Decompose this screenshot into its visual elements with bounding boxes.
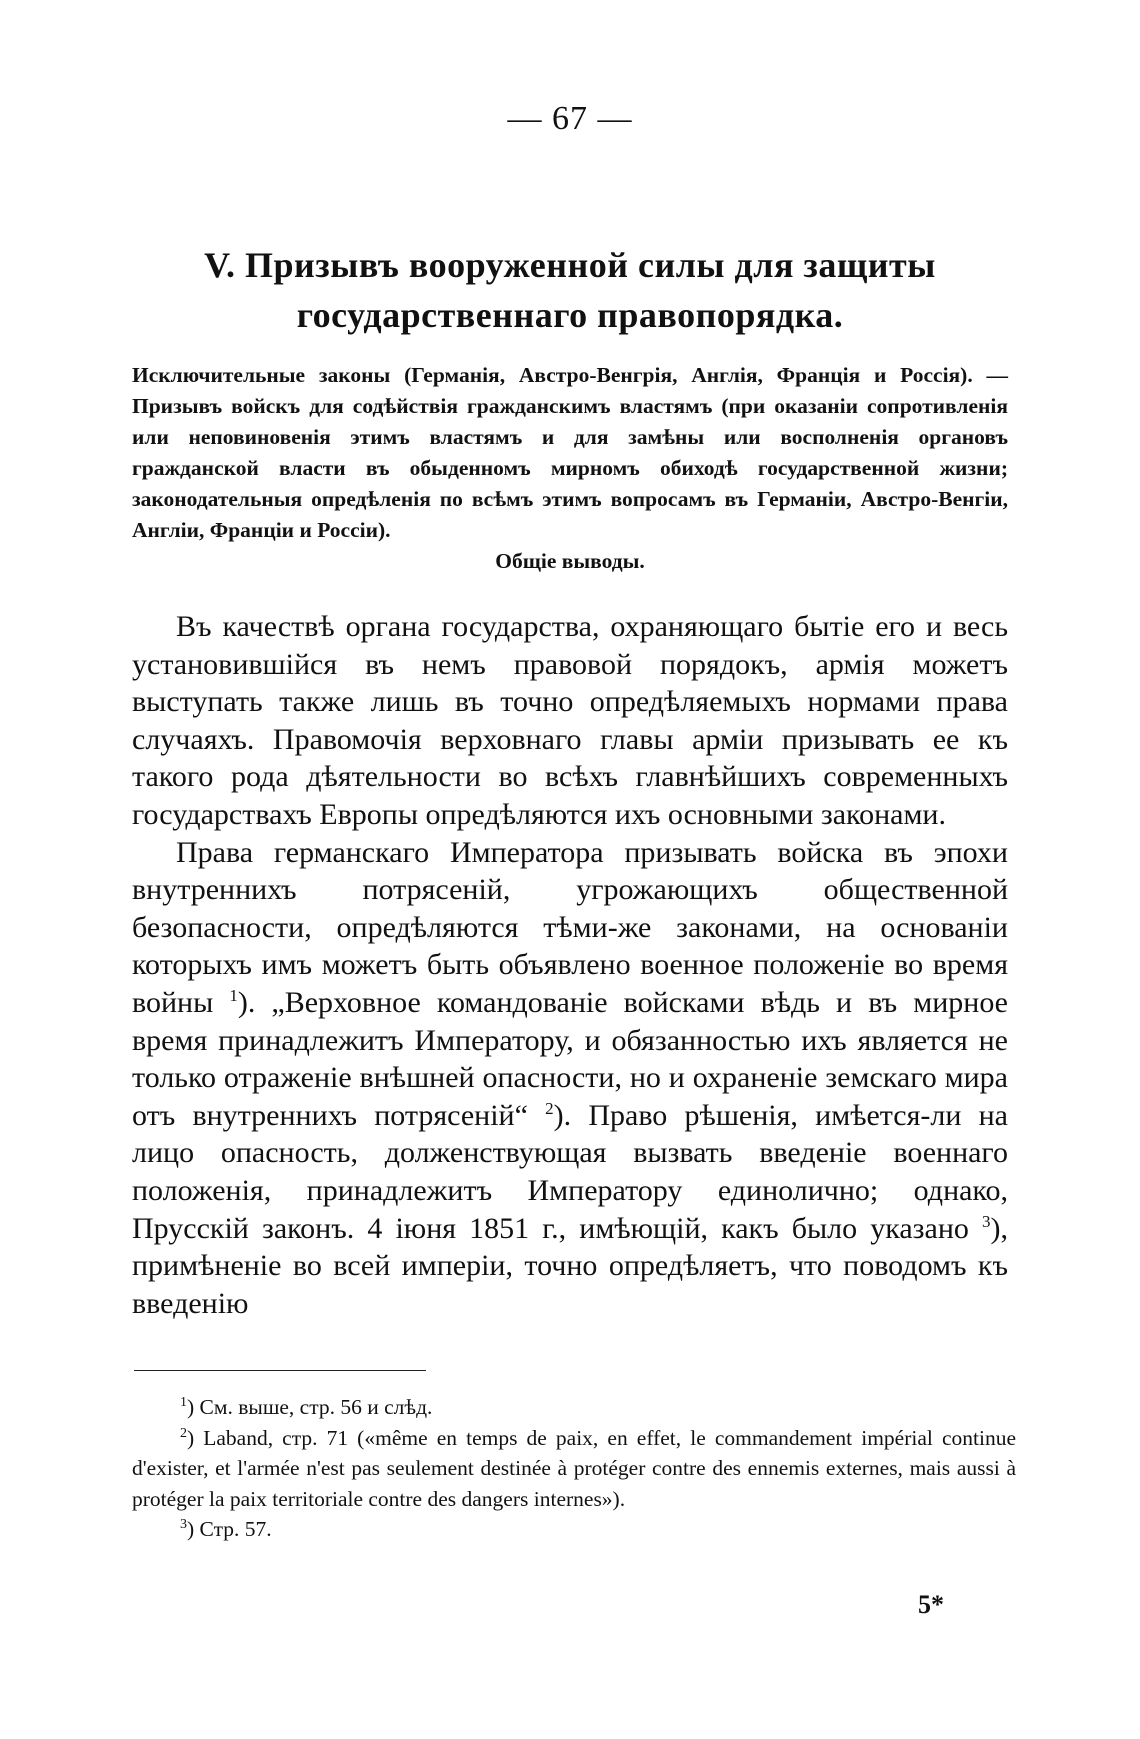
page-number: — 67 — bbox=[507, 100, 633, 137]
paragraph-2-part-a: Права германскаго Императора призывать войска въ эпохи внутреннихъ потрясеній, угрожающихъ общественной безопасности, опредѣляются тѣми-же законами, на основаніи которыхъ имъ можетъ быть объявлено военное положеніе во время войны bbox=[132, 835, 1008, 1019]
paragraph-2-part-b: ). „Верховное командованіе войсками вѣдь и въ мирное время принадлежитъ Императору, и обязанностью ихъ является не только отраженіе внѣшней опасности, но и охраненіе земскаго мира отъ внутреннихъ потрясеній“ bbox=[132, 985, 1008, 1132]
chapter-summary-text: Исключительные законы (Германія, Австро-Венгрія, Англія, Франція и Россія). — Призывъ войскъ для содѣйствія гражданскимъ властямъ (при оказаніи сопротивленія или неповиновенія этимъ властямъ и для замѣны или восполненія органовъ гражданской власти въ обыденномъ мирномъ обиходѣ государственной жизни; законодательныя опредѣленія по всѣмъ этимъ вопросамъ въ Германіи, Австро-Венгіи, Англіи, Франціи и Россіи). bbox=[132, 363, 1008, 542]
footnote-ref-3: 3 bbox=[982, 1211, 991, 1231]
footnote-1-mark: 1 bbox=[180, 1395, 187, 1410]
footnote-ref-1: 1 bbox=[229, 985, 238, 1005]
footnote-separator bbox=[134, 1370, 426, 1371]
paragraph-1: Въ качествѣ органа государства, охраняющаго бытіе его и весь установившійся въ немъ правовой порядокъ, армія можетъ выступать также лишь въ точно опредѣляемыхъ нормами права случаяхъ. Правомочія верховнаго главы арміи призывать ее къ такого рода дѣятельности во всѣхъ главнѣйшихъ современныхъ государствахъ Европы опредѣляются ихъ основными законами. bbox=[132, 610, 1008, 831]
paragraph-2-part-d: ), примѣненіе во всей имперіи, точно опредѣляетъ, что поводомъ къ введенію bbox=[132, 1211, 1008, 1320]
footnote-2-mark: 2 bbox=[180, 1425, 187, 1441]
footnote-ref-2: 2 bbox=[545, 1098, 554, 1118]
footnote-2-text: ) Laband, стр. 71 («même en temps de paix, en effet, le commandement impérial continue d'exister, et l'armée n'est pas seulement destinée à protéger contre des ennemis externes, mais aussi à protéger la paix territoriale contre des dangers internes»). bbox=[132, 1425, 1016, 1511]
footnotes bbox=[132, 1392, 1016, 1545]
footnote-2 bbox=[132, 1423, 1016, 1515]
chapter-summary bbox=[132, 360, 1008, 577]
chapter-title-line-1: V. Призывъ вооруженной силы для защиты bbox=[204, 245, 936, 285]
footnote-3-text: ) Стр. 57. bbox=[187, 1517, 272, 1541]
footnote-1-text: ) См. выше, стр. 56 и слѣд. bbox=[187, 1395, 433, 1419]
footnote-3-mark: 3 bbox=[180, 1517, 187, 1532]
chapter-summary-closing: Общіе выводы. bbox=[495, 549, 645, 573]
footnote-1 bbox=[132, 1392, 1016, 1423]
paragraph-2-part-c: ). Право рѣшенія, имѣется-ли на лицо опасность, долженствующая вызвать введеніе военнаго положенія, принадлежитъ Императору единолично; однако, Прусскій законъ. 4 іюня 1851 г., имѣющій, какъ было указано bbox=[132, 1098, 1009, 1245]
signature-mark: 5* bbox=[918, 1590, 944, 1619]
paragraph-2 bbox=[132, 834, 1008, 1323]
chapter-title-line-2: государственнаго правопорядка. bbox=[296, 295, 844, 335]
main-text bbox=[132, 608, 1008, 1322]
footnote-3 bbox=[132, 1514, 1016, 1545]
chapter-title bbox=[130, 240, 1010, 340]
